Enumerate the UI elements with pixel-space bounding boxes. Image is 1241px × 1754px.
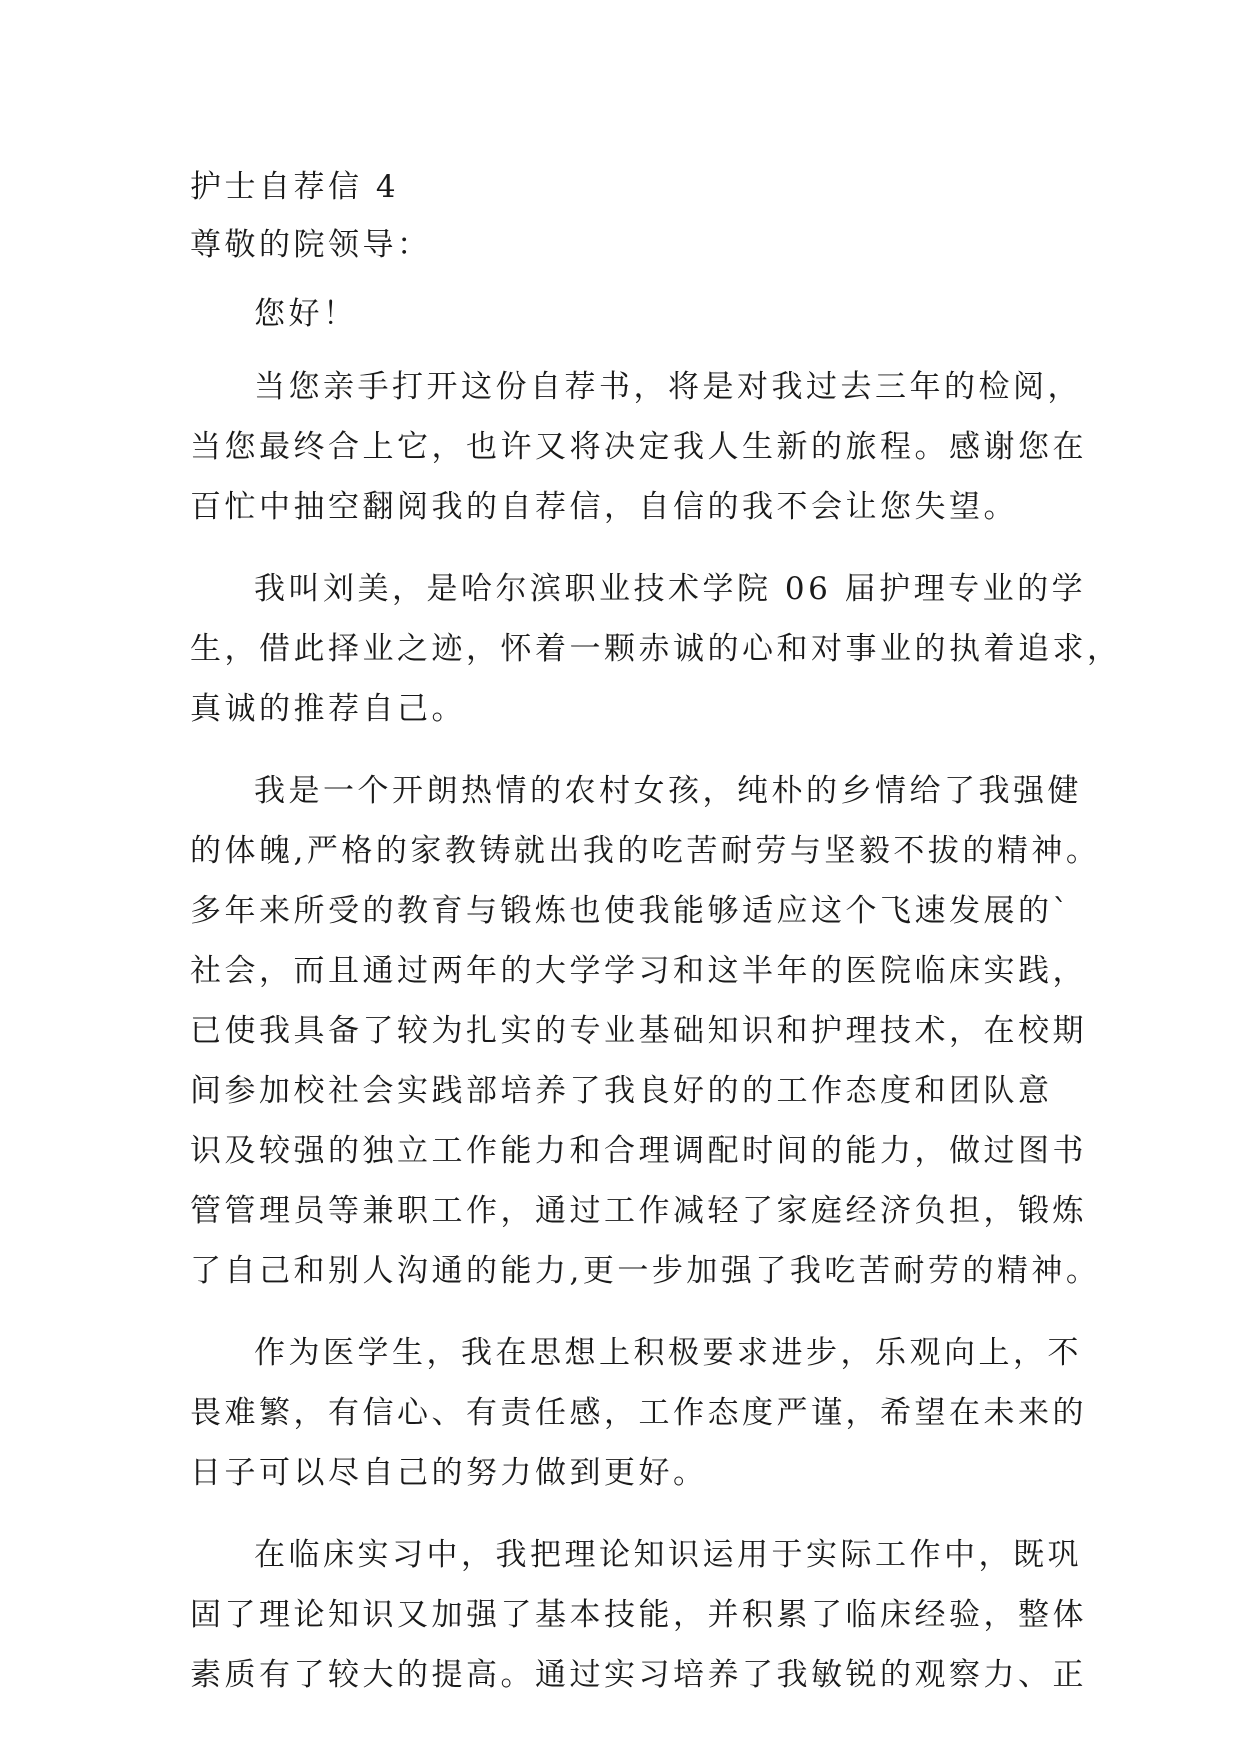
paragraph (190, 1525, 1087, 1705)
paragraph-line: 生，借此择业之迹，怀着一颗赤诚的心和对事业的执着追求， (190, 631, 1122, 667)
salutation: 尊敬的院领导： (190, 227, 432, 263)
paragraph-line: 作为医学生，我在思想上积极要求进步，乐观向上，不 (254, 1335, 1082, 1371)
paragraph-line: 已使我具备了较为扎实的专业基础知识和护理技术，在校期 (190, 1013, 1087, 1049)
document-title: 护士自荐信 4 (190, 169, 400, 205)
paragraph-line: 日子可以尽自己的努力做到更好。 (190, 1455, 708, 1491)
paragraph-line: 间参加校社会实践部培养了我良好的的工作态度和团队意 (190, 1073, 1053, 1109)
paragraph-line: 我是一个开朗热情的农村女孩，纯朴的乡情给了我强健 (254, 773, 1082, 809)
paragraph-line: 畏难繁，有信心、有责任感，工作态度严谨，希望在未来的 (190, 1395, 1087, 1431)
paragraph-line: 识及较强的独立工作能力和合理调配时间的能力，做过图书 (190, 1133, 1087, 1169)
paragraph-line: 社会，而且通过两年的大学学习和这半年的医院临床实践， (190, 953, 1087, 989)
paragraph-line: 多年来所受的教育与锻炼也使我能够适应这个飞速发展的` (190, 893, 1072, 929)
paragraph-line: 的体魄,严格的家教铸就出我的吃苦耐劳与坚毅不拔的精神。 (190, 833, 1101, 869)
letter-body (190, 160, 1122, 1727)
paragraph-line: 素质有了较大的提高。通过实习培养了我敏锐的观察力、正 (190, 1657, 1087, 1693)
paragraph (190, 357, 1087, 537)
paragraph-line: 管管理员等兼职工作，通过工作减轻了家庭经济负担，锻炼 (190, 1193, 1087, 1229)
paragraph-line: 固了理论知识又加强了基本技能，并积累了临床经验，整体 (190, 1597, 1087, 1633)
paragraph-line: 当您亲手打开这份自荐书，将是对我过去三年的检阅， (254, 369, 1082, 405)
paragraph-line: 我叫刘美，是哈尔滨职业技术学院 06 届护理专业的学 (254, 571, 1087, 607)
paragraph-line: 了自己和别人沟通的能力,更一步加强了我吃苦耐劳的精神。 (190, 1253, 1101, 1289)
paragraph-line: 真诚的推荐自己。 (190, 691, 466, 727)
paragraph (190, 559, 1122, 739)
paragraph (190, 761, 1101, 1301)
paragraph-line: 百忙中抽空翻阅我的自荐信，自信的我不会让您失望。 (190, 489, 1018, 525)
paragraph (190, 1323, 1087, 1503)
paragraph-line: 当您最终合上它，也许又将决定我人生新的旅程。感谢您在 (190, 429, 1087, 465)
greeting: 您好！ (254, 296, 358, 332)
paragraph-line: 在临床实习中，我把理论知识运用于实际工作中，既巩 (254, 1537, 1082, 1573)
